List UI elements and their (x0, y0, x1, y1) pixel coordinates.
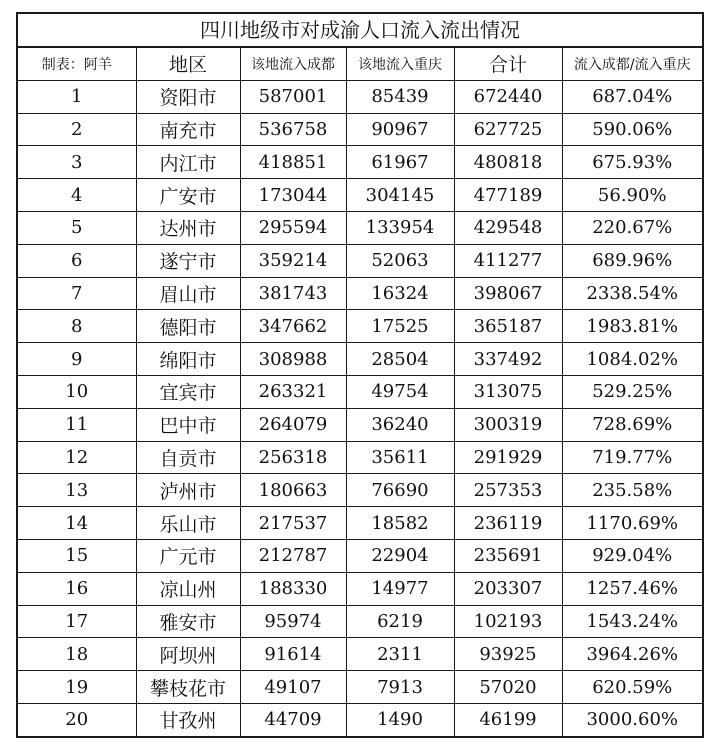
cell-region: 凉山州 (136, 572, 240, 605)
cell-ratio: 3000.60% (562, 703, 702, 735)
cell-ratio: 590.06% (562, 113, 702, 146)
cell-to-chengdu: 188330 (240, 572, 346, 605)
cell-region: 乐山市 (136, 507, 240, 540)
cell-ratio: 675.93% (562, 146, 702, 179)
cell-rank: 5 (18, 211, 136, 244)
cell-rank: 16 (18, 572, 136, 605)
cell-ratio: 235.58% (562, 474, 702, 507)
cell-total: 337492 (454, 343, 562, 376)
population-flow-table (18, 48, 702, 736)
cell-to-chongqing: 18582 (346, 507, 454, 540)
cell-to-chongqing: 304145 (346, 179, 454, 212)
cell-ratio: 687.04% (562, 80, 702, 113)
cell-to-chengdu: 347662 (240, 310, 346, 343)
cell-region: 甘孜州 (136, 703, 240, 735)
table-row (18, 671, 702, 704)
cell-to-chengdu: 44709 (240, 703, 346, 735)
table-row (18, 277, 702, 310)
cell-rank: 11 (18, 408, 136, 441)
cell-rank: 19 (18, 671, 136, 704)
cell-to-chongqing: 1490 (346, 703, 454, 735)
cell-ratio: 1257.46% (562, 572, 702, 605)
cell-ratio: 56.90% (562, 179, 702, 212)
cell-to-chongqing: 49754 (346, 375, 454, 408)
header-to-chengdu: 该地流入成都 (240, 48, 346, 80)
cell-to-chongqing: 133954 (346, 211, 454, 244)
cell-total: 291929 (454, 441, 562, 474)
cell-to-chongqing: 16324 (346, 277, 454, 310)
table-row (18, 539, 702, 572)
header-region: 地区 (136, 48, 240, 80)
cell-total: 57020 (454, 671, 562, 704)
cell-to-chengdu: 49107 (240, 671, 346, 704)
cell-total: 203307 (454, 572, 562, 605)
table-row (18, 310, 702, 343)
cell-region: 达州市 (136, 211, 240, 244)
table-row (18, 441, 702, 474)
table-row (18, 179, 702, 212)
cell-rank: 3 (18, 146, 136, 179)
cell-to-chengdu: 264079 (240, 408, 346, 441)
cell-rank: 18 (18, 638, 136, 671)
cell-rank: 1 (18, 80, 136, 113)
cell-total: 477189 (454, 179, 562, 212)
cell-total: 46199 (454, 703, 562, 735)
cell-region: 资阳市 (136, 80, 240, 113)
cell-rank: 9 (18, 343, 136, 376)
cell-rank: 14 (18, 507, 136, 540)
cell-rank: 10 (18, 375, 136, 408)
cell-total: 93925 (454, 638, 562, 671)
cell-to-chengdu: 212787 (240, 539, 346, 572)
table-row (18, 343, 702, 376)
header-row (18, 48, 702, 80)
cell-region: 雅安市 (136, 605, 240, 638)
table-row (18, 474, 702, 507)
table-row (18, 211, 702, 244)
cell-total: 398067 (454, 277, 562, 310)
table-row (18, 605, 702, 638)
cell-to-chengdu: 95974 (240, 605, 346, 638)
cell-rank: 13 (18, 474, 136, 507)
cell-ratio: 1084.02% (562, 343, 702, 376)
cell-to-chengdu: 308988 (240, 343, 346, 376)
cell-total: 411277 (454, 244, 562, 277)
cell-to-chengdu: 256318 (240, 441, 346, 474)
cell-to-chongqing: 85439 (346, 80, 454, 113)
cell-to-chongqing: 52063 (346, 244, 454, 277)
cell-to-chongqing: 28504 (346, 343, 454, 376)
table-row (18, 244, 702, 277)
cell-region: 广安市 (136, 179, 240, 212)
table-row (18, 80, 702, 113)
header-total: 合计 (454, 48, 562, 80)
table-row (18, 113, 702, 146)
cell-total: 672440 (454, 80, 562, 113)
table-row (18, 146, 702, 179)
cell-to-chongqing: 14977 (346, 572, 454, 605)
cell-region: 德阳市 (136, 310, 240, 343)
cell-to-chongqing: 7913 (346, 671, 454, 704)
cell-region: 泸州市 (136, 474, 240, 507)
cell-region: 阿坝州 (136, 638, 240, 671)
cell-to-chengdu: 587001 (240, 80, 346, 113)
cell-region: 内江市 (136, 146, 240, 179)
cell-ratio: 1983.81% (562, 310, 702, 343)
cell-total: 627725 (454, 113, 562, 146)
cell-rank: 2 (18, 113, 136, 146)
cell-ratio: 220.67% (562, 211, 702, 244)
cell-to-chengdu: 91614 (240, 638, 346, 671)
table-row (18, 408, 702, 441)
cell-rank: 17 (18, 605, 136, 638)
cell-to-chengdu: 381743 (240, 277, 346, 310)
cell-to-chongqing: 36240 (346, 408, 454, 441)
cell-to-chengdu: 217537 (240, 507, 346, 540)
table-row (18, 507, 702, 540)
cell-to-chengdu: 180663 (240, 474, 346, 507)
cell-to-chongqing: 35611 (346, 441, 454, 474)
cell-region: 宜宾市 (136, 375, 240, 408)
cell-ratio: 1170.69% (562, 507, 702, 540)
cell-total: 257353 (454, 474, 562, 507)
cell-total: 102193 (454, 605, 562, 638)
cell-rank: 6 (18, 244, 136, 277)
cell-to-chongqing: 6219 (346, 605, 454, 638)
cell-region: 广元市 (136, 539, 240, 572)
cell-ratio: 929.04% (562, 539, 702, 572)
cell-total: 365187 (454, 310, 562, 343)
header-ratio: 流入成都/流入重庆 (562, 48, 702, 80)
header-maker: 制表：阿羊 (18, 48, 136, 80)
table-row (18, 375, 702, 408)
cell-to-chengdu: 263321 (240, 375, 346, 408)
cell-ratio: 3964.26% (562, 638, 702, 671)
cell-rank: 7 (18, 277, 136, 310)
cell-ratio: 620.59% (562, 671, 702, 704)
cell-to-chengdu: 359214 (240, 244, 346, 277)
cell-ratio: 1543.24% (562, 605, 702, 638)
header-to-chongqing: 该地流入重庆 (346, 48, 454, 80)
table-row (18, 703, 702, 735)
cell-total: 235691 (454, 539, 562, 572)
cell-rank: 15 (18, 539, 136, 572)
table-title: 四川地级市对成渝人口流入流出情况 (18, 14, 702, 48)
cell-to-chongqing: 2311 (346, 638, 454, 671)
cell-ratio: 689.96% (562, 244, 702, 277)
cell-total: 236119 (454, 507, 562, 540)
cell-rank: 8 (18, 310, 136, 343)
cell-region: 遂宁市 (136, 244, 240, 277)
cell-total: 429548 (454, 211, 562, 244)
cell-ratio: 728.69% (562, 408, 702, 441)
cell-to-chongqing: 22904 (346, 539, 454, 572)
cell-ratio: 529.25% (562, 375, 702, 408)
table-row (18, 572, 702, 605)
cell-ratio: 719.77% (562, 441, 702, 474)
cell-to-chongqing: 76690 (346, 474, 454, 507)
cell-to-chongqing: 90967 (346, 113, 454, 146)
cell-total: 313075 (454, 375, 562, 408)
cell-region: 绵阳市 (136, 343, 240, 376)
cell-region: 自贡市 (136, 441, 240, 474)
cell-to-chengdu: 173044 (240, 179, 346, 212)
cell-to-chongqing: 61967 (346, 146, 454, 179)
cell-region: 眉山市 (136, 277, 240, 310)
cell-to-chengdu: 536758 (240, 113, 346, 146)
cell-total: 300319 (454, 408, 562, 441)
cell-rank: 4 (18, 179, 136, 212)
cell-rank: 20 (18, 703, 136, 735)
cell-total: 480818 (454, 146, 562, 179)
table-row (18, 638, 702, 671)
cell-region: 南充市 (136, 113, 240, 146)
population-flow-table-sheet (16, 12, 704, 738)
cell-to-chongqing: 17525 (346, 310, 454, 343)
cell-region: 巴中市 (136, 408, 240, 441)
cell-region: 攀枝花市 (136, 671, 240, 704)
cell-rank: 12 (18, 441, 136, 474)
cell-ratio: 2338.54% (562, 277, 702, 310)
cell-to-chengdu: 295594 (240, 211, 346, 244)
cell-to-chengdu: 418851 (240, 146, 346, 179)
table-body (18, 80, 702, 735)
